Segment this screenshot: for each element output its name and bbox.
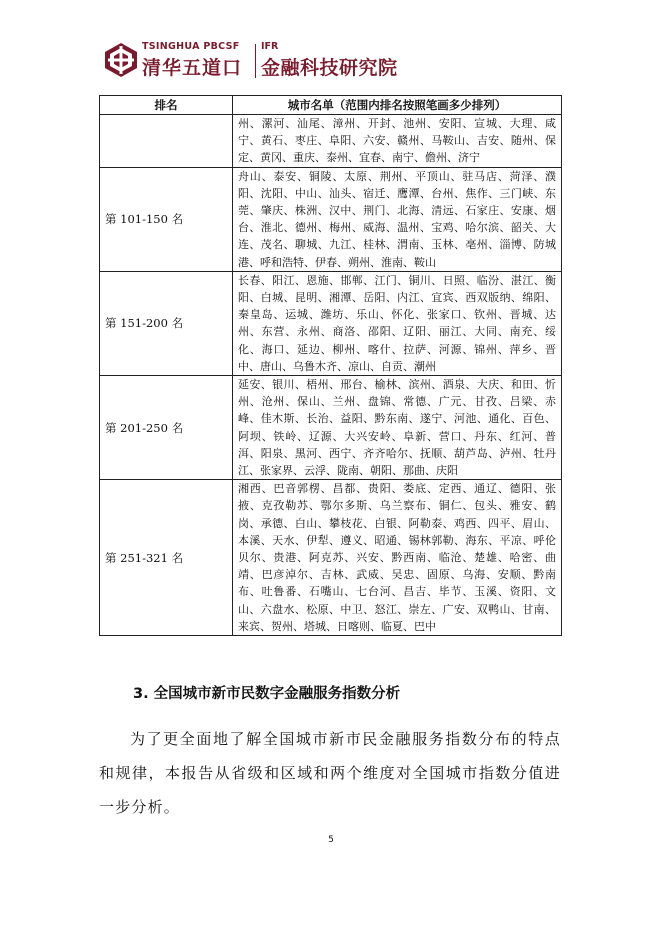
section-heading: 3. 全国城市新市民数字金融服务指数分析: [133, 686, 401, 702]
table-row: [100, 167, 562, 271]
body-paragraph: 为了更全面地了解全国城市新市民金融服务指数分布的特点和规律，本报告从省级和区域和两个维度对全国城市指数分值进一步分析。: [99, 730, 561, 816]
brand-english: TSINGHUA PBCSF: [142, 41, 240, 52]
brand-chinese: 清华五道口: [142, 57, 243, 79]
rank-column-header: 排名: [100, 96, 233, 115]
city-list-cell: 州、漯河、汕尾、漳州、开封、池州、安阳、宣城、大理、咸宁、黄石、枣庄、阜阳、六安、赣州、马鞍山、吉安、随州、保定、黄冈、重庆、泰州、宜春、南宁、儋州、济宁: [233, 115, 562, 168]
header-divider: [255, 44, 256, 78]
rank-cell: 第 201-250 名: [100, 376, 233, 480]
rank-cell: 第 101-150 名: [100, 167, 233, 271]
table-row: [100, 376, 562, 480]
rank-cell: 第 151-200 名: [100, 271, 233, 375]
rank-cell: 第 251-321 名: [100, 480, 233, 636]
city-list-cell: 湘西、巴音郭楞、昌都、贵阳、娄底、定西、通辽、德阳、张掖、克孜勒苏、鄂尔多斯、乌兰察布、铜仁、包头、雅安、鹤岗、承德、白山、攀枝花、白银、阿勒泰、鸡西、四平、眉山、本溪、天水、伊犁、遵义、昭通、锡林郭勒、海东、平凉、呼伦贝尔、贵港、阿克苏、兴安、黔西南、临沧、楚雄、哈密、曲靖、巴彦淖尔、吉林、武威、吴忠、固原、乌海、安顺、黔南布、吐鲁番、石嘴山、七台河、昌吉、毕节、玉溪、资阳、文山、六盘水、松原、中卫、怒江、崇左、广安、双鸭山、甘南、来宾、贺州、塔城、日喀则、临夏、巴中: [233, 480, 562, 636]
table-row: [100, 271, 562, 375]
city-list-cell: 长春、阳江、恩施、邯郸、江门、铜川、日照、临汾、湛江、衡阳、白城、昆明、湘潭、岳阳、内江、宜宾、西双版纳、绵阳、秦皇岛、运城、潍坊、乐山、怀化、张家口、钦州、晋城、达州、东营、永州、商洛、邵阳、辽阳、丽江、大同、南充、绥化、海口、延边、柳州、喀什、拉萨、河源、锦州、萍乡、晋中、唐山、乌鲁木齐、凉山、自贡、潮州: [233, 271, 562, 375]
ifr-chinese: 金融科技研究院: [261, 57, 398, 79]
city-list-cell: 舟山、泰安、铜陵、太原、荆州、平顶山、驻马店、菏泽、濮阳、沈阳、中山、汕头、宿迁、鹰潭、台州、焦作、三门峡、东莞、肇庆、株洲、汉中、荆门、北海、清远、石家庄、安康、烟台、淮北、德州、梅州、威海、温州、宝鸡、哈尔滨、韶关、大连、茂名、聊城、九江、桂林、渭南、玉林、亳州、淄博、防城港、呼和浩特、伊春、朔州、淮南、鞍山: [233, 167, 562, 271]
page-number: 5: [328, 835, 334, 845]
tsinghua-pbcsf-logo-icon: [104, 42, 138, 78]
names-column-header: 城市名单（范围内排名按照笔画多少排列）: [233, 96, 562, 115]
table-row: [100, 480, 562, 636]
city-ranking-table: [99, 95, 562, 636]
table-row: [100, 115, 562, 168]
ifr-english: IFR: [261, 41, 279, 52]
rank-cell: [100, 115, 233, 168]
page-header: [104, 40, 564, 84]
table-header-row: [100, 96, 562, 115]
city-list-cell: 延安、银川、梧州、邢台、榆林、滨州、酒泉、大庆、和田、忻州、沧州、保山、兰州、盘锦、常德、广元、甘孜、吕梁、赤峰、佳木斯、长治、益阳、黔东南、遂宁、河池、通化、百色、阿坝、铁岭、辽源、大兴安岭、阜新、营口、丹东、红河、普洱、阳泉、黑河、西宁、齐齐哈尔、抚顺、葫芦岛、泸州、牡丹江、张家界、云浮、陇南、朝阳、那曲、庆阳: [233, 376, 562, 480]
